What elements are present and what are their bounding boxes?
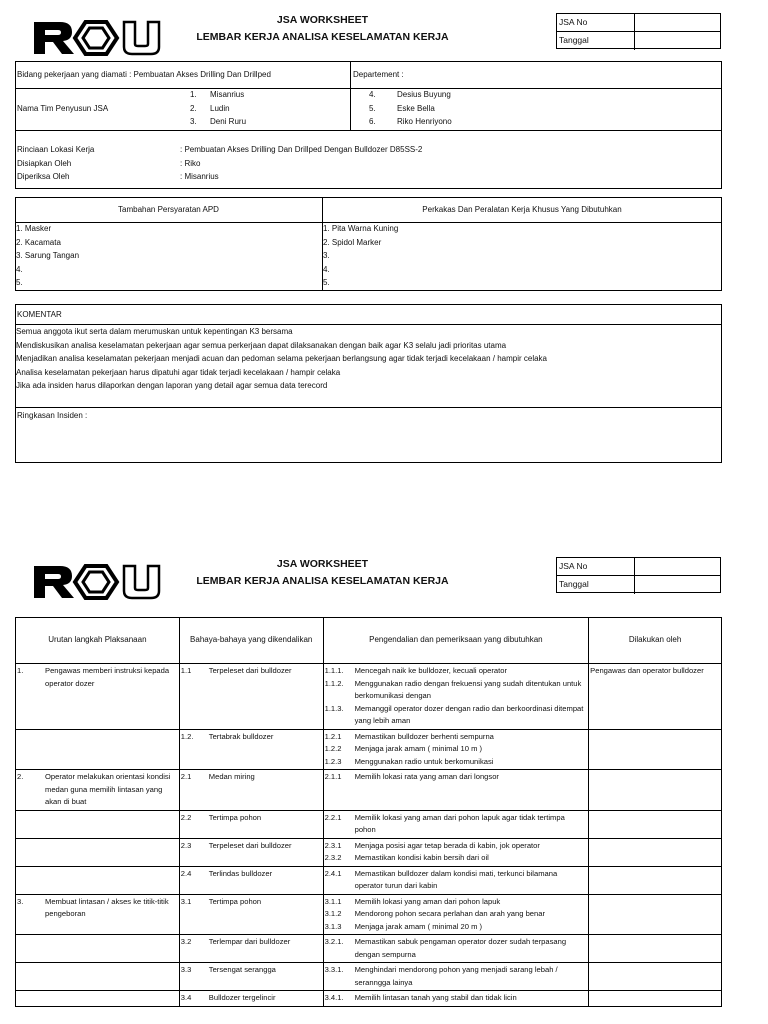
jsa-no-label: JSA No <box>557 14 635 31</box>
control-text: Mencegah naik ke bulldozer, kecuali operator <box>354 666 507 675</box>
komentar-line: Menjadikan analisa keselamatan pekerjaan menjadi acuan dan pedoman selama pekerjaan berlangsung agar tidak terjadi kecelakaan / hampir celaka <box>16 354 547 364</box>
hazard-text: Terlempar dari bulldozer <box>208 937 291 946</box>
hazard-text: Tertabrak bulldozer <box>208 731 274 741</box>
control-cell <box>323 866 589 894</box>
control-text: Menjaga posisi agar tetap berada di kabin, jok operator <box>354 840 540 850</box>
hazard-text: Tertimpa pohon <box>208 896 262 906</box>
apd-item: 5. <box>16 278 23 288</box>
hazard-text: Terpeleset dari bulldozer <box>208 840 292 850</box>
control-number: 1.1.1. <box>324 666 344 675</box>
komentar-line: Analisa keselamatan pekerjaan harus dipatuhi agar tidak terjadi kecelakaan / hampir celaka <box>16 367 341 377</box>
jsa-no-label: JSA No <box>557 558 635 575</box>
control-number: 2.3.2 <box>324 853 342 862</box>
control-text: Mendorong pohon secara perlahan dan arah yang benar <box>354 909 546 918</box>
perkakas-item: 1. Pita Warna Kuning <box>323 224 399 233</box>
performed-by-cell <box>589 894 722 935</box>
table-row <box>16 729 722 770</box>
performed-by-cell <box>589 963 722 991</box>
control-cell <box>323 894 589 935</box>
control-text: Memastikan bulldozer dalam kondisi mati, terkunci bilamana operator turun dari kabin <box>354 868 558 890</box>
hazard-text: Terpeleset dari bulldozer <box>208 666 292 675</box>
control-text: Menggunakan radio dengan frekuensi yang sudah ditentukan untuk berkomunikasi dengan <box>354 678 582 700</box>
tanggal-label: Tanggal <box>557 576 635 594</box>
company-logo <box>32 20 162 56</box>
team-member: Riko Henriyono <box>397 117 452 127</box>
step-cell <box>16 729 180 770</box>
hazard-cell <box>179 729 323 770</box>
control-text: Memilih lokasi yang aman dari pohon lapuk <box>354 896 501 906</box>
hazard-number: 1.2. <box>180 731 194 741</box>
control-text: Menjaga jarak amam ( minimal 20 m ) <box>354 921 483 931</box>
control-number: 2.3.1 <box>324 840 342 850</box>
table-header-row <box>16 618 722 664</box>
hazard-text: Tertimpa pohon <box>208 812 262 822</box>
rincian-value: : Pembuatan Akses Drilling Dan Drillped Dengan Bulldozer D85SS-2 <box>180 145 423 154</box>
title-line-1: JSA WORKSHEET <box>276 558 369 570</box>
table-row <box>16 664 722 730</box>
header-dilakukan: Dilakukan oleh <box>589 618 722 664</box>
step-cell <box>16 810 180 838</box>
diperiksa-value: : Misanrius <box>180 172 219 182</box>
header-pengendalian: Pengendalian dan pemeriksaan yang dibutuhkan <box>323 618 589 664</box>
control-text: Memastikan sabuk pengaman operator dozer sudah terpasang dengan sempurna <box>354 937 567 959</box>
table-row <box>16 838 722 866</box>
team-member: Eske Bella <box>397 103 435 113</box>
location-values <box>180 143 580 184</box>
disiapkan-value: : Riko <box>180 158 201 168</box>
control-item <box>325 896 588 909</box>
team-member: Ludin <box>210 103 230 113</box>
control-text: Menjaga jarak amam ( minimal 10 m ) <box>354 744 483 753</box>
step-cell <box>16 894 180 935</box>
table-row <box>16 991 722 1007</box>
control-cell <box>323 810 589 838</box>
perkakas-item: 2. Spidol Marker <box>323 237 382 247</box>
apd-item: 3. Sarung Tangan <box>16 251 80 261</box>
rincian-label: Rinciaan Lokasi Kerja <box>17 145 95 154</box>
departement-label: Departement : <box>353 70 404 79</box>
step-cell <box>16 770 180 811</box>
hazard-cell <box>179 935 323 963</box>
table-row <box>16 810 722 838</box>
control-number: 1.2.1 <box>324 731 342 741</box>
control-number: 1.1.2. <box>324 678 344 688</box>
performed-by-cell <box>589 935 722 963</box>
control-text: Memanggil operator dozer dengan radio dan berkoordinasi ditempat yang lebih aman <box>354 703 584 725</box>
control-item <box>325 908 588 921</box>
control-item <box>325 852 588 865</box>
hazard-number: 3.4 <box>180 993 192 1002</box>
control-number: 3.2.1. <box>324 937 344 946</box>
control-number: 2.4.1 <box>324 868 342 878</box>
table-row <box>16 935 722 963</box>
performed-by-cell <box>589 991 722 1007</box>
control-text: Memastikan bulldozer berhenti sempurna <box>354 731 494 741</box>
hazard-cell <box>179 963 323 991</box>
control-item <box>325 731 588 744</box>
header-bahaya: Bahaya-bahaya yang dikendalikan <box>179 618 323 664</box>
control-item <box>325 743 588 756</box>
step-text: Membuat lintasan / akses ke titik-titik pengeboran <box>45 896 169 918</box>
control-text: Memilih lokasi rata yang aman dari longsor <box>354 772 499 781</box>
control-text: Memilih lintasan tanah yang stabil dan tidak licin <box>354 993 517 1002</box>
performed-by-cell <box>589 866 722 894</box>
hazard-number: 1.1 <box>180 666 192 675</box>
control-cell <box>323 664 589 730</box>
control-number: 1.2.2 <box>324 744 342 753</box>
control-item <box>325 840 588 853</box>
step-cell <box>16 838 180 866</box>
step-cell <box>16 866 180 894</box>
apd-list <box>16 222 316 290</box>
rou-logo-icon <box>32 20 162 56</box>
team-member: Desius Buyung <box>397 90 451 99</box>
hazard-cell <box>179 866 323 894</box>
tanggal-label: Tanggal <box>557 32 635 50</box>
control-item <box>325 964 588 989</box>
header-urutan: Urutan langkah Plaksanaan <box>16 618 180 664</box>
jsa-no-field[interactable] <box>635 558 720 575</box>
table-row <box>16 894 722 935</box>
apd-item: 4. <box>16 264 23 274</box>
control-cell <box>323 963 589 991</box>
team-list-left: 1. Misanrius 2. Ludin 3. Deni Ruru <box>190 90 247 127</box>
hazard-text: Bulldozer tergelincir <box>208 993 276 1002</box>
team-list-right: 4. Desius Buyung 5. Eske Bella 6. Riko Henriyono <box>369 90 452 127</box>
control-number: 2.1.1 <box>324 772 342 781</box>
jsa-no-field[interactable] <box>635 14 720 31</box>
control-number: 1.1.3. <box>324 703 344 713</box>
control-item <box>325 756 588 769</box>
company-logo <box>32 564 162 600</box>
hazard-text: Tersengat serangga <box>208 965 276 974</box>
control-item <box>325 812 588 837</box>
hazard-cell <box>179 664 323 730</box>
rou-logo-icon <box>32 564 162 600</box>
hazard-cell <box>179 894 323 935</box>
perkakas-item: 3. <box>323 251 330 261</box>
hazard-cell <box>179 991 323 1007</box>
hazard-cell <box>179 838 323 866</box>
hazard-number: 2.3 <box>180 840 192 850</box>
step-number: 3. <box>17 896 24 906</box>
performed-by-cell <box>589 770 722 811</box>
control-text: Memilik lokasi yang aman dari pohon lapuk agar tidak tertimpa pohon <box>354 812 565 834</box>
performed-by-cell <box>589 729 722 770</box>
title-line-1: JSA WORKSHEET <box>276 14 369 26</box>
control-number: 1.2.3 <box>324 756 342 766</box>
ringkasan-insiden-label: Ringkasan Insiden : <box>17 411 88 420</box>
perkakas-list <box>323 222 713 290</box>
control-item <box>325 703 588 728</box>
perkakas-item: 5. <box>323 278 330 288</box>
control-item <box>325 868 588 893</box>
komentar-line: Semua anggota ikut serta dalam merumuskan untuk kepentingan K3 bersama <box>16 327 293 336</box>
control-item <box>325 678 588 703</box>
step-text: Operator melakukan orientasi kondisi medan guna memilih lintasan yang akan di buat <box>45 772 171 806</box>
step-text: Pengawas memberi instruksi kepada operator dozer <box>45 666 170 688</box>
control-number: 3.3.1. <box>324 965 344 974</box>
control-text: Menggunakan radio untuk berkomunikasi <box>354 756 494 766</box>
tanggal-field[interactable] <box>635 576 720 594</box>
performed-by-cell <box>589 810 722 838</box>
control-number: 3.4.1. <box>324 993 344 1002</box>
control-number: 3.1.3 <box>324 921 342 931</box>
step-number: 2. <box>17 772 24 781</box>
control-item <box>325 665 588 678</box>
hazard-number: 3.1 <box>180 896 192 906</box>
komentar-list <box>16 325 720 393</box>
hazard-number: 3.3 <box>180 965 192 974</box>
step-cell <box>16 991 180 1007</box>
title-line-2: LEMBAR KERJA ANALISA KESELAMATAN KERJA <box>196 31 449 43</box>
jsa-info-box <box>556 557 721 593</box>
perkakas-item: 4. <box>323 264 330 274</box>
jsa-info-box <box>556 13 721 49</box>
control-cell <box>323 770 589 811</box>
location-labels <box>17 143 177 184</box>
table-row <box>16 770 722 811</box>
hazard-cell <box>179 810 323 838</box>
worksheet-title <box>180 556 465 590</box>
title-line-2: LEMBAR KERJA ANALISA KESELAMATAN KERJA <box>196 575 449 587</box>
diperiksa-label: Diperiksa Oleh <box>17 172 70 182</box>
control-item <box>325 992 588 1005</box>
hazard-number: 2.4 <box>180 868 192 878</box>
hazard-number: 3.2 <box>180 937 192 946</box>
control-number: 3.1.2 <box>324 909 342 918</box>
hazard-text: Terlindas bulldozer <box>208 868 273 878</box>
performed-by-cell <box>589 838 722 866</box>
table-row <box>16 963 722 991</box>
step-cell <box>16 935 180 963</box>
step-cell <box>16 963 180 991</box>
komentar-line: Jika ada insiden harus dilaporkan dengan laporan yang detail agar semua data terecord <box>16 381 328 391</box>
control-item <box>325 771 588 784</box>
step-number: 1. <box>17 666 24 675</box>
apd-header: Tambahan Persyaratan APD <box>118 205 219 214</box>
control-text: Menghindari mendorong pohon yang menjadi sarang lebah / seranngga lainya <box>354 965 558 987</box>
control-item <box>325 936 588 961</box>
team-member: Misanrius <box>210 90 245 99</box>
hazard-text: Medan miring <box>208 772 255 781</box>
jsa-steps-table <box>15 617 722 1007</box>
control-item <box>325 921 588 934</box>
hazard-number: 2.2 <box>180 812 192 822</box>
komentar-label: KOMENTAR <box>17 310 62 319</box>
control-text: Memastikan kondisi kabin bersih dari oil <box>354 853 489 862</box>
control-cell <box>323 729 589 770</box>
step-cell <box>16 664 180 730</box>
control-number: 3.1.1 <box>324 896 342 906</box>
worksheet-title <box>180 12 465 46</box>
performed-by-cell: Pengawas dan operator bulldozer <box>589 664 722 730</box>
komentar-line: Mendiskusikan analisa keselamatan pekerjaan agar semua perkerjaan dapat dilaksanakan dengan baik agar K3 selalu jadi prioritas utama <box>16 340 507 350</box>
hazard-number: 2.1 <box>180 772 192 781</box>
team-member: Deni Ruru <box>210 117 247 127</box>
table-body <box>16 664 722 1007</box>
control-cell <box>323 935 589 963</box>
tanggal-field[interactable] <box>635 32 720 50</box>
bidang-pekerjaan: Bidang pekerjaan yang diamati : Pembuatan Akses Drilling Dan Drillped <box>17 70 271 79</box>
tim-penyusun-label: Nama Tim Penyusun JSA <box>17 104 109 113</box>
table-row <box>16 866 722 894</box>
apd-item: 2. Kacamata <box>16 237 61 247</box>
hazard-cell <box>179 770 323 811</box>
control-cell <box>323 991 589 1007</box>
disiapkan-label: Disiapkan Oleh <box>17 158 72 168</box>
control-cell <box>323 838 589 866</box>
control-number: 2.2.1 <box>324 812 342 822</box>
apd-item: 1. Masker <box>16 224 52 233</box>
perkakas-header: Perkakas Dan Peralatan Kerja Khusus Yang Dibutuhkan <box>422 205 622 214</box>
